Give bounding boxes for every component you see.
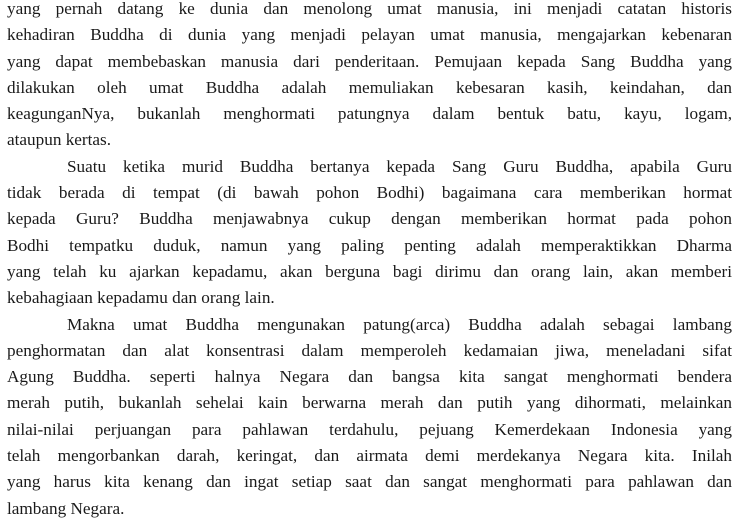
text-line: kehadiran Buddha di dunia yang menjadi pelayan umat manusia, mengajarkan kebenaran [7, 25, 732, 45]
text-line: merah putih, bukanlah sehelai kain berwarna merah dan putih yang dihormati, melainkan [7, 393, 732, 413]
text-line: nilai-nilai perjuangan para pahlawan terdahulu, pejuang Kemerdekaan Indonesia yang [7, 419, 732, 439]
paragraph-3 [7, 312, 732, 522]
text-line: keagunganNya, bukanlah menghormati patungnya dalam bentuk batu, kayu, logam, [7, 104, 732, 124]
text-line: yang pernah datang ke dunia dan menolong umat manusia, ini menjadi catatan historis [7, 0, 732, 18]
text-line: yang dapat membebaskan manusia dari penderitaan. Pemujaan kepada Sang Buddha yang [7, 51, 732, 71]
text-line: dilakukan oleh umat Buddha adalah memuliakan kebesaran kasih, keindahan, dan [7, 77, 732, 97]
text-line: penghormatan dan alat konsentrasi dalam memperoleh kedamaian jiwa, meneladani sifat [7, 340, 732, 360]
text-line: lambang Negara. [7, 498, 125, 518]
text-line: Bodhi tempatku duduk, namun yang paling penting adalah memperaktikkan Dharma [7, 235, 732, 255]
text-line: kepada Guru? Buddha menjawabnya cukup dengan memberikan hormat pada pohon [7, 209, 732, 229]
paragraph-2 [7, 154, 732, 312]
text-line: yang telah ku ajarkan kepadamu, akan berguna bagi dirimu dan orang lain, akan memberi [7, 261, 732, 281]
text-line: Suatu ketika murid Buddha bertanya kepada Sang Guru Buddha, apabila Guru [67, 156, 732, 176]
text-line: telah mengorbankan darah, keringat, dan airmata demi merdekanya Negara kita. Inilah [7, 446, 732, 466]
text-line: yang harus kita kenang dan ingat setiap saat dan sangat menghormati para pahlawan dan [7, 472, 732, 492]
text-line: ataupun kertas. [7, 130, 112, 150]
paragraph-1 [7, 0, 732, 154]
text-line: tidak berada di tempat (di bawah pohon Bodhi) bagaimana cara memberikan hormat [7, 183, 732, 203]
text-line: kebahagiaan kepadamu dan orang lain. [7, 288, 275, 308]
text-line: Agung Buddha. seperti halnya Negara dan bangsa kita sangat menghormati bendera [7, 367, 732, 387]
text-line: Makna umat Buddha mengunakan patung(arca) Buddha adalah sebagai lambang [67, 314, 732, 334]
